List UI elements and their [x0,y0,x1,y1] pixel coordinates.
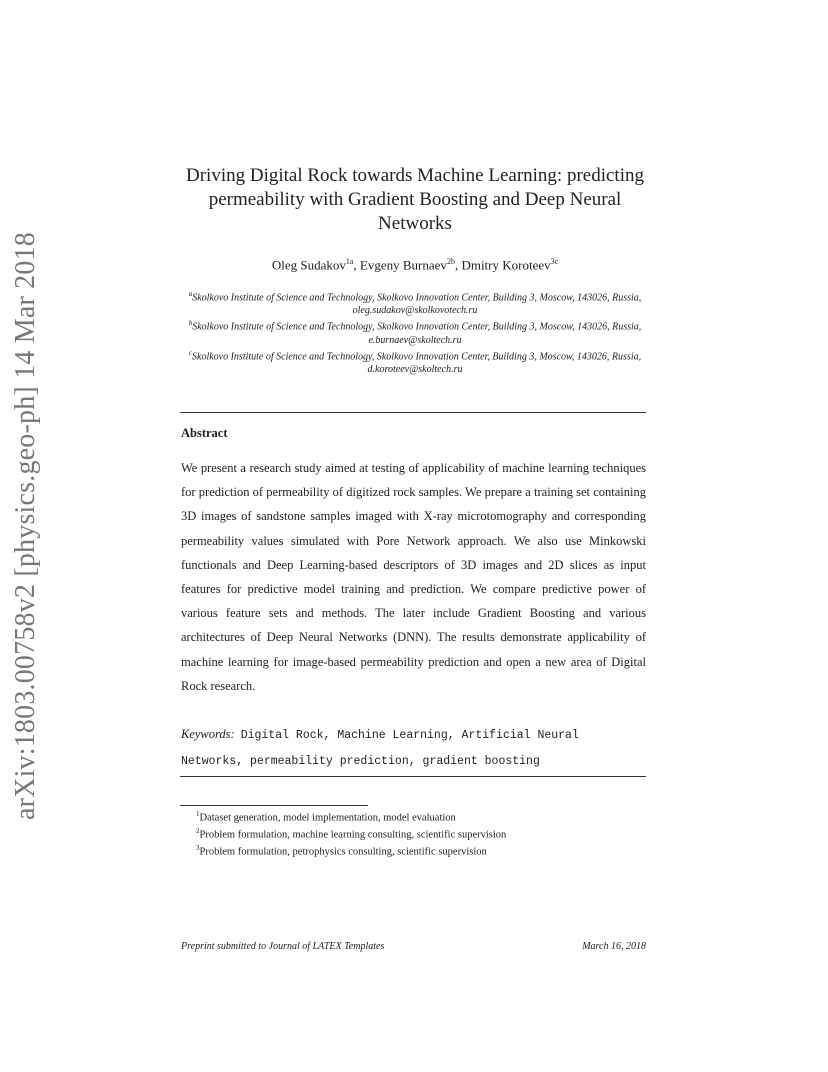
footnote [196,842,646,859]
preprint-note: Preprint submitted to Journal of LATEX Templates [181,941,385,952]
keywords-text: Digital Rock, Machine Learning, Artificial Neural Networks, permeability prediction, gradient boosting [181,729,579,768]
abstract-bottom-rule [180,776,646,777]
footnote-text: Problem formulation, petrophysics consulting, scientific supervision [199,846,487,858]
affiliation-superscript: c [188,348,192,357]
author-name: Oleg Sudakov [271,257,346,273]
footnote [196,808,646,825]
affiliation-text: Skolkovo Institute of Science and Technology, Skolkovo Innovation Center, Building 3, Moscow, 143026, Russia, oleg.sudakov@skolkovotech.ru [192,292,642,317]
footnote-marker: 3 [196,844,200,852]
affiliation-text: Skolkovo Institute of Science and Technology, Skolkovo Innovation Center, Building 3, Moscow, 143026, Russia, d.koroteev@skoltech.ru [192,350,642,375]
footnote [196,825,646,842]
author-name: Dmitry Koroteev [461,257,551,273]
affiliation-superscript: b [188,319,193,328]
affiliation [180,288,650,317]
author-superscript: 2b [446,257,455,266]
affiliation-list [180,288,650,376]
preprint-date: March 16, 2018 [582,941,646,952]
author-list: Oleg Sudakov$^{1a}$, Evgeny Burnaev$^{2b}$, Dmitry Koroteev$^{3c}$ [271,257,559,273]
footnote-text: Problem formulation, machine learning consulting, scientific supervision [199,829,507,841]
affiliation [180,347,650,376]
affiliation-superscript: a [188,290,193,298]
keywords-label: Keywords: [181,727,235,741]
footnote-rule [180,805,368,806]
footnote-marker: 1 [196,810,200,818]
affiliation-text: Skolkovo Institute of Science and Technology, Skolkovo Innovation Center, Building 3, Moscow, 143026, Russia, e.burnaev@skoltech.ru [192,321,642,346]
author-superscript: 3c [550,257,559,266]
footnote-text: Dataset generation, model implementation, model evaluation [199,812,456,824]
arxiv-identifier: arXiv:1803.00758v2 [physics.geo-ph] 14 Mar 2018 [10,232,41,820]
author-superscript: 1a [345,257,354,266]
keywords [181,722,646,774]
footnote-list [196,808,646,859]
abstract-heading: Abstract [181,426,228,440]
abstract-top-rule [180,412,646,413]
affiliation [180,317,650,346]
abstract-body: We present a research study aimed at testing of applicability of machine learning techniques for prediction of permeability of digitized rock samples. We prepare a training set containing 3D images of sandstone samples imaged with X-ray microtomography and corresponding permeability values simulated with Pore Network approach. We also use Minkowski functionals and Deep Learning-based descriptors of 3D images and 2D slices as input features for predictive model training and prediction. We compare predictive power of various feature sets and methods. The later include Gradient Boosting and various architectures of Deep Neural Networks (DNN). The results demonstrate applicability of machine learning for image-based permeability prediction and open a new area of Digital Rock research. [181,461,646,693]
author-name: Evgeny Burnaev [359,257,447,273]
paper-title: Driving Digital Rock towards Machine Learning: predicting permeability with Gradient Boosting and Deep Neural Networks [186,165,644,234]
footnote-marker: 2 [196,827,200,835]
